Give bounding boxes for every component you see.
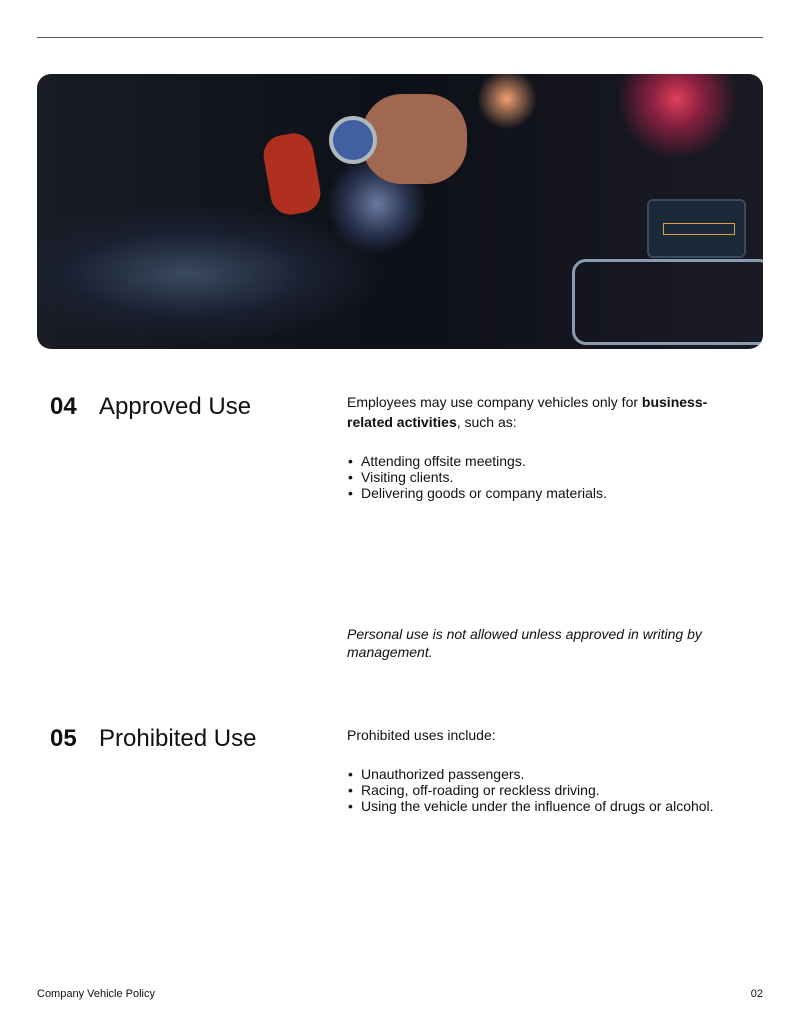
section-note: Personal use is not allowed unless approved in writing by management. [347,626,702,660]
section-intro: Employees may use company vehicles only for business-related activities, such as: [347,394,708,430]
list-item: • Racing, off-roading or reckless driving. [361,782,761,798]
header-rule [37,37,763,38]
list-item: • Attending offsite meetings. [361,453,761,469]
page-number: 02 [750,988,763,1000]
section-intro: Prohibited uses include: [347,727,496,743]
approved-use-list [347,453,761,501]
footer-title: Company Vehicle Policy [37,988,156,1000]
prohibited-use-list [347,766,761,814]
section-title: Approved Use [99,393,252,420]
hero-photo-car-dashboard [37,74,763,349]
list-item: • Visiting clients. [361,469,761,485]
list-item: • Delivering goods or company materials. [361,485,761,501]
list-item: • Unauthorized passengers. [361,766,761,782]
section-number: 05 [50,725,77,752]
section-number: 04 [50,393,77,420]
list-item: • Using the vehicle under the influence of drugs or alcohol. [361,798,761,814]
section-title: Prohibited Use [99,725,257,752]
